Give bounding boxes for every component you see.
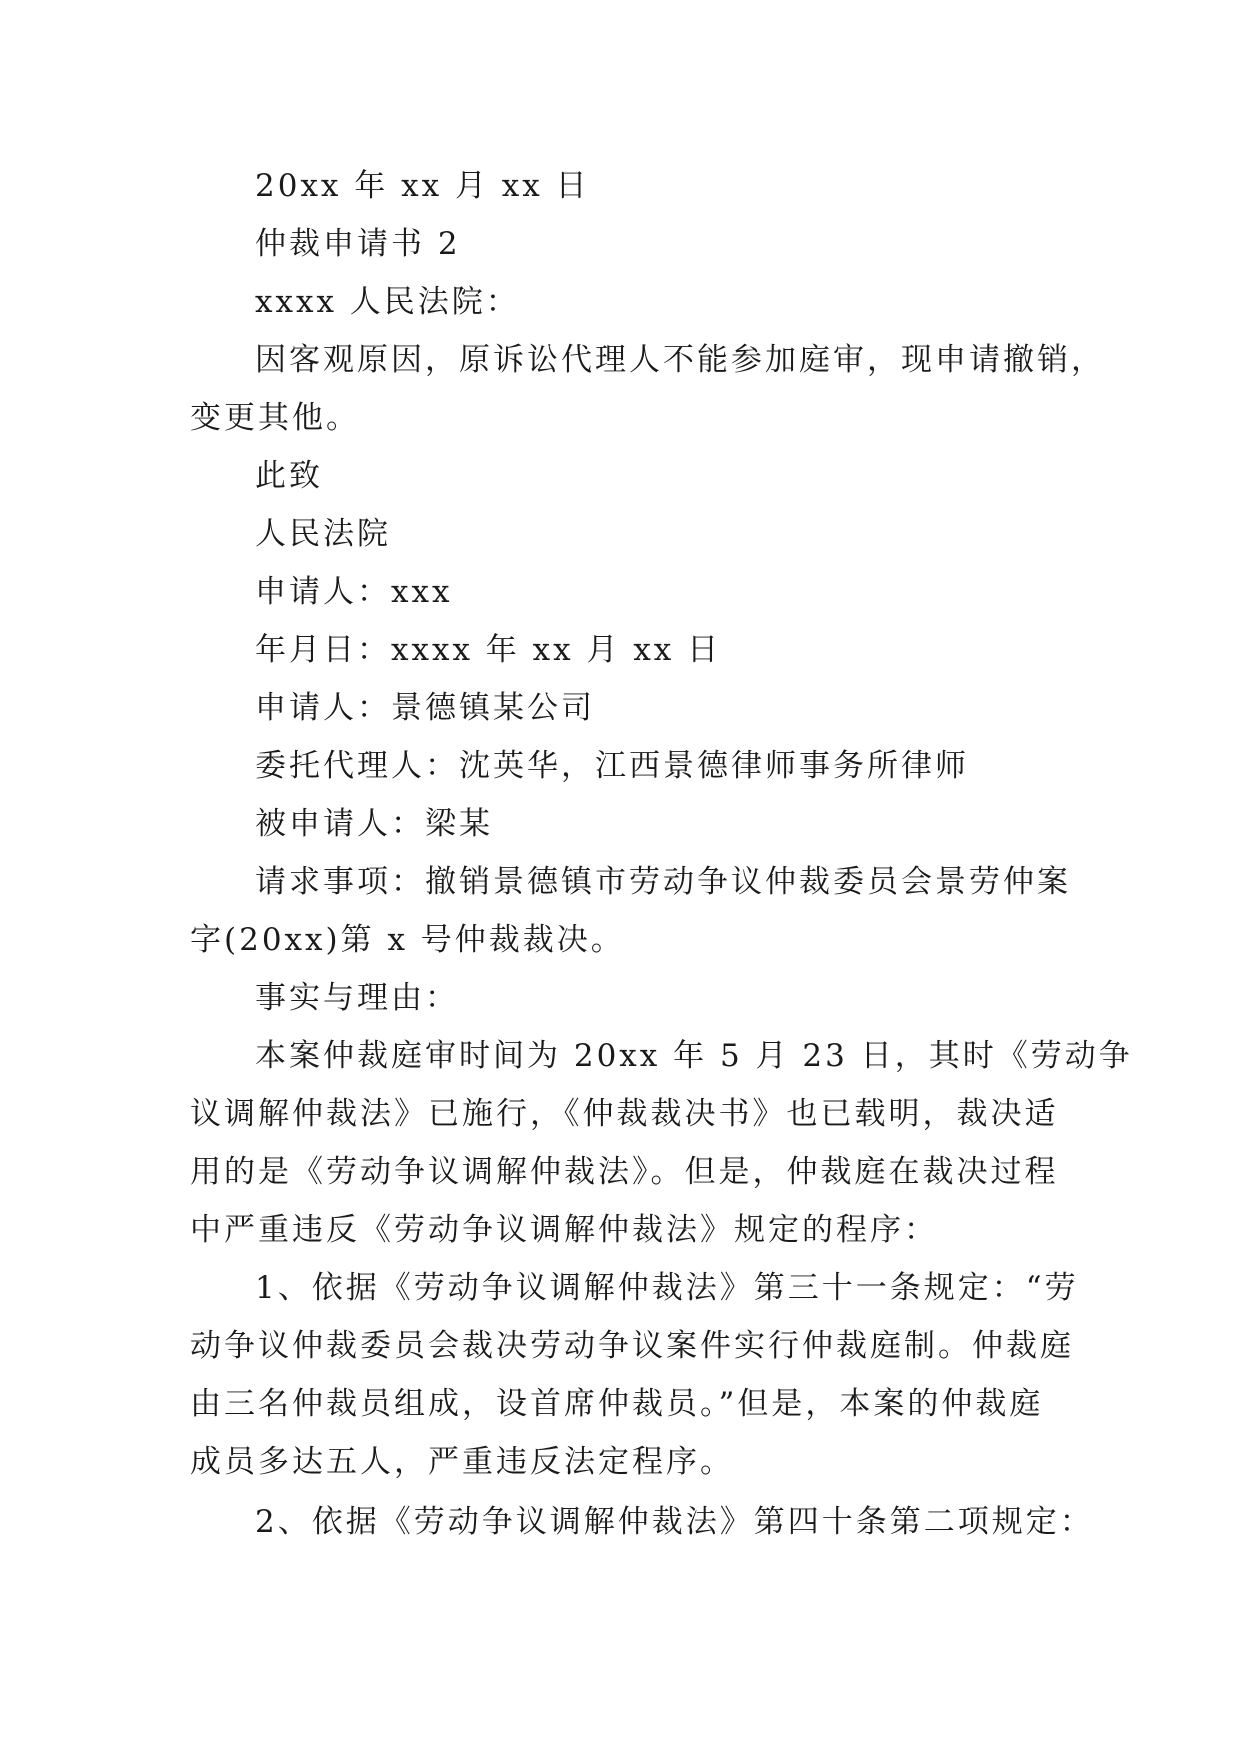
applicant-line: 申请人：xxx: [255, 574, 453, 610]
body-paragraph-line: 变更其他。: [190, 400, 360, 436]
body-paragraph-line: 用的是《劳动争议调解仲裁法》。但是，仲裁庭在裁决过程: [190, 1154, 1059, 1190]
addressee-line: xxxx 人民法院：: [255, 284, 520, 320]
request-line: 请求事项：撤销景德镇市劳动争议仲裁委员会景劳仲案: [255, 864, 1071, 900]
agent-line: 委托代理人：沈英华，江西景德律师事务所律师: [255, 748, 969, 784]
body-paragraph-line: 本案仲裁庭审时间为 20xx 年 5 月 23 日，其时《劳动争: [255, 1038, 1133, 1074]
signed-date-line: 年月日：xxxx 年 xx 月 xx 日: [255, 632, 722, 668]
body-paragraph-line: 动争议仲裁委员会裁决劳动争议案件实行仲裁庭制。仲裁庭: [190, 1328, 1074, 1364]
body-paragraph-line: 因客观原因，原诉讼代理人不能参加庭审，现申请撤销，: [255, 342, 1105, 378]
body-paragraph-line: 成员多达五人，严重违反法定程序。: [190, 1444, 734, 1480]
section-heading: 事实与理由：: [255, 980, 459, 1016]
document-title: 仲裁申请书 2: [255, 226, 461, 262]
applicant-company-line: 申请人：景德镇某公司: [255, 690, 595, 726]
body-paragraph-line: 议调解仲裁法》已施行，《仲裁裁决书》也已载明，裁决适: [190, 1096, 1059, 1132]
respondent-line: 被申请人：梁某: [255, 806, 493, 842]
request-line: 字(20xx)第 x 号仲裁裁决。: [190, 922, 625, 958]
body-paragraph-line: 2、依据《劳动争议调解仲裁法》第四十条第二项规定：: [255, 1504, 1094, 1540]
body-paragraph-line: 中严重违反《劳动争议调解仲裁法》规定的程序：: [190, 1212, 938, 1248]
recipient-line: 人民法院: [255, 516, 391, 552]
date-line: 20xx 年 xx 月 xx 日: [255, 168, 590, 204]
body-paragraph-line: 由三名仲裁员组成，设首席仲裁员。”但是，本案的仲裁庭: [190, 1386, 1044, 1422]
body-paragraph-line: 1、依据《劳动争议调解仲裁法》第三十一条规定：“劳: [255, 1270, 1079, 1306]
salutation-line: 此致: [255, 458, 323, 494]
